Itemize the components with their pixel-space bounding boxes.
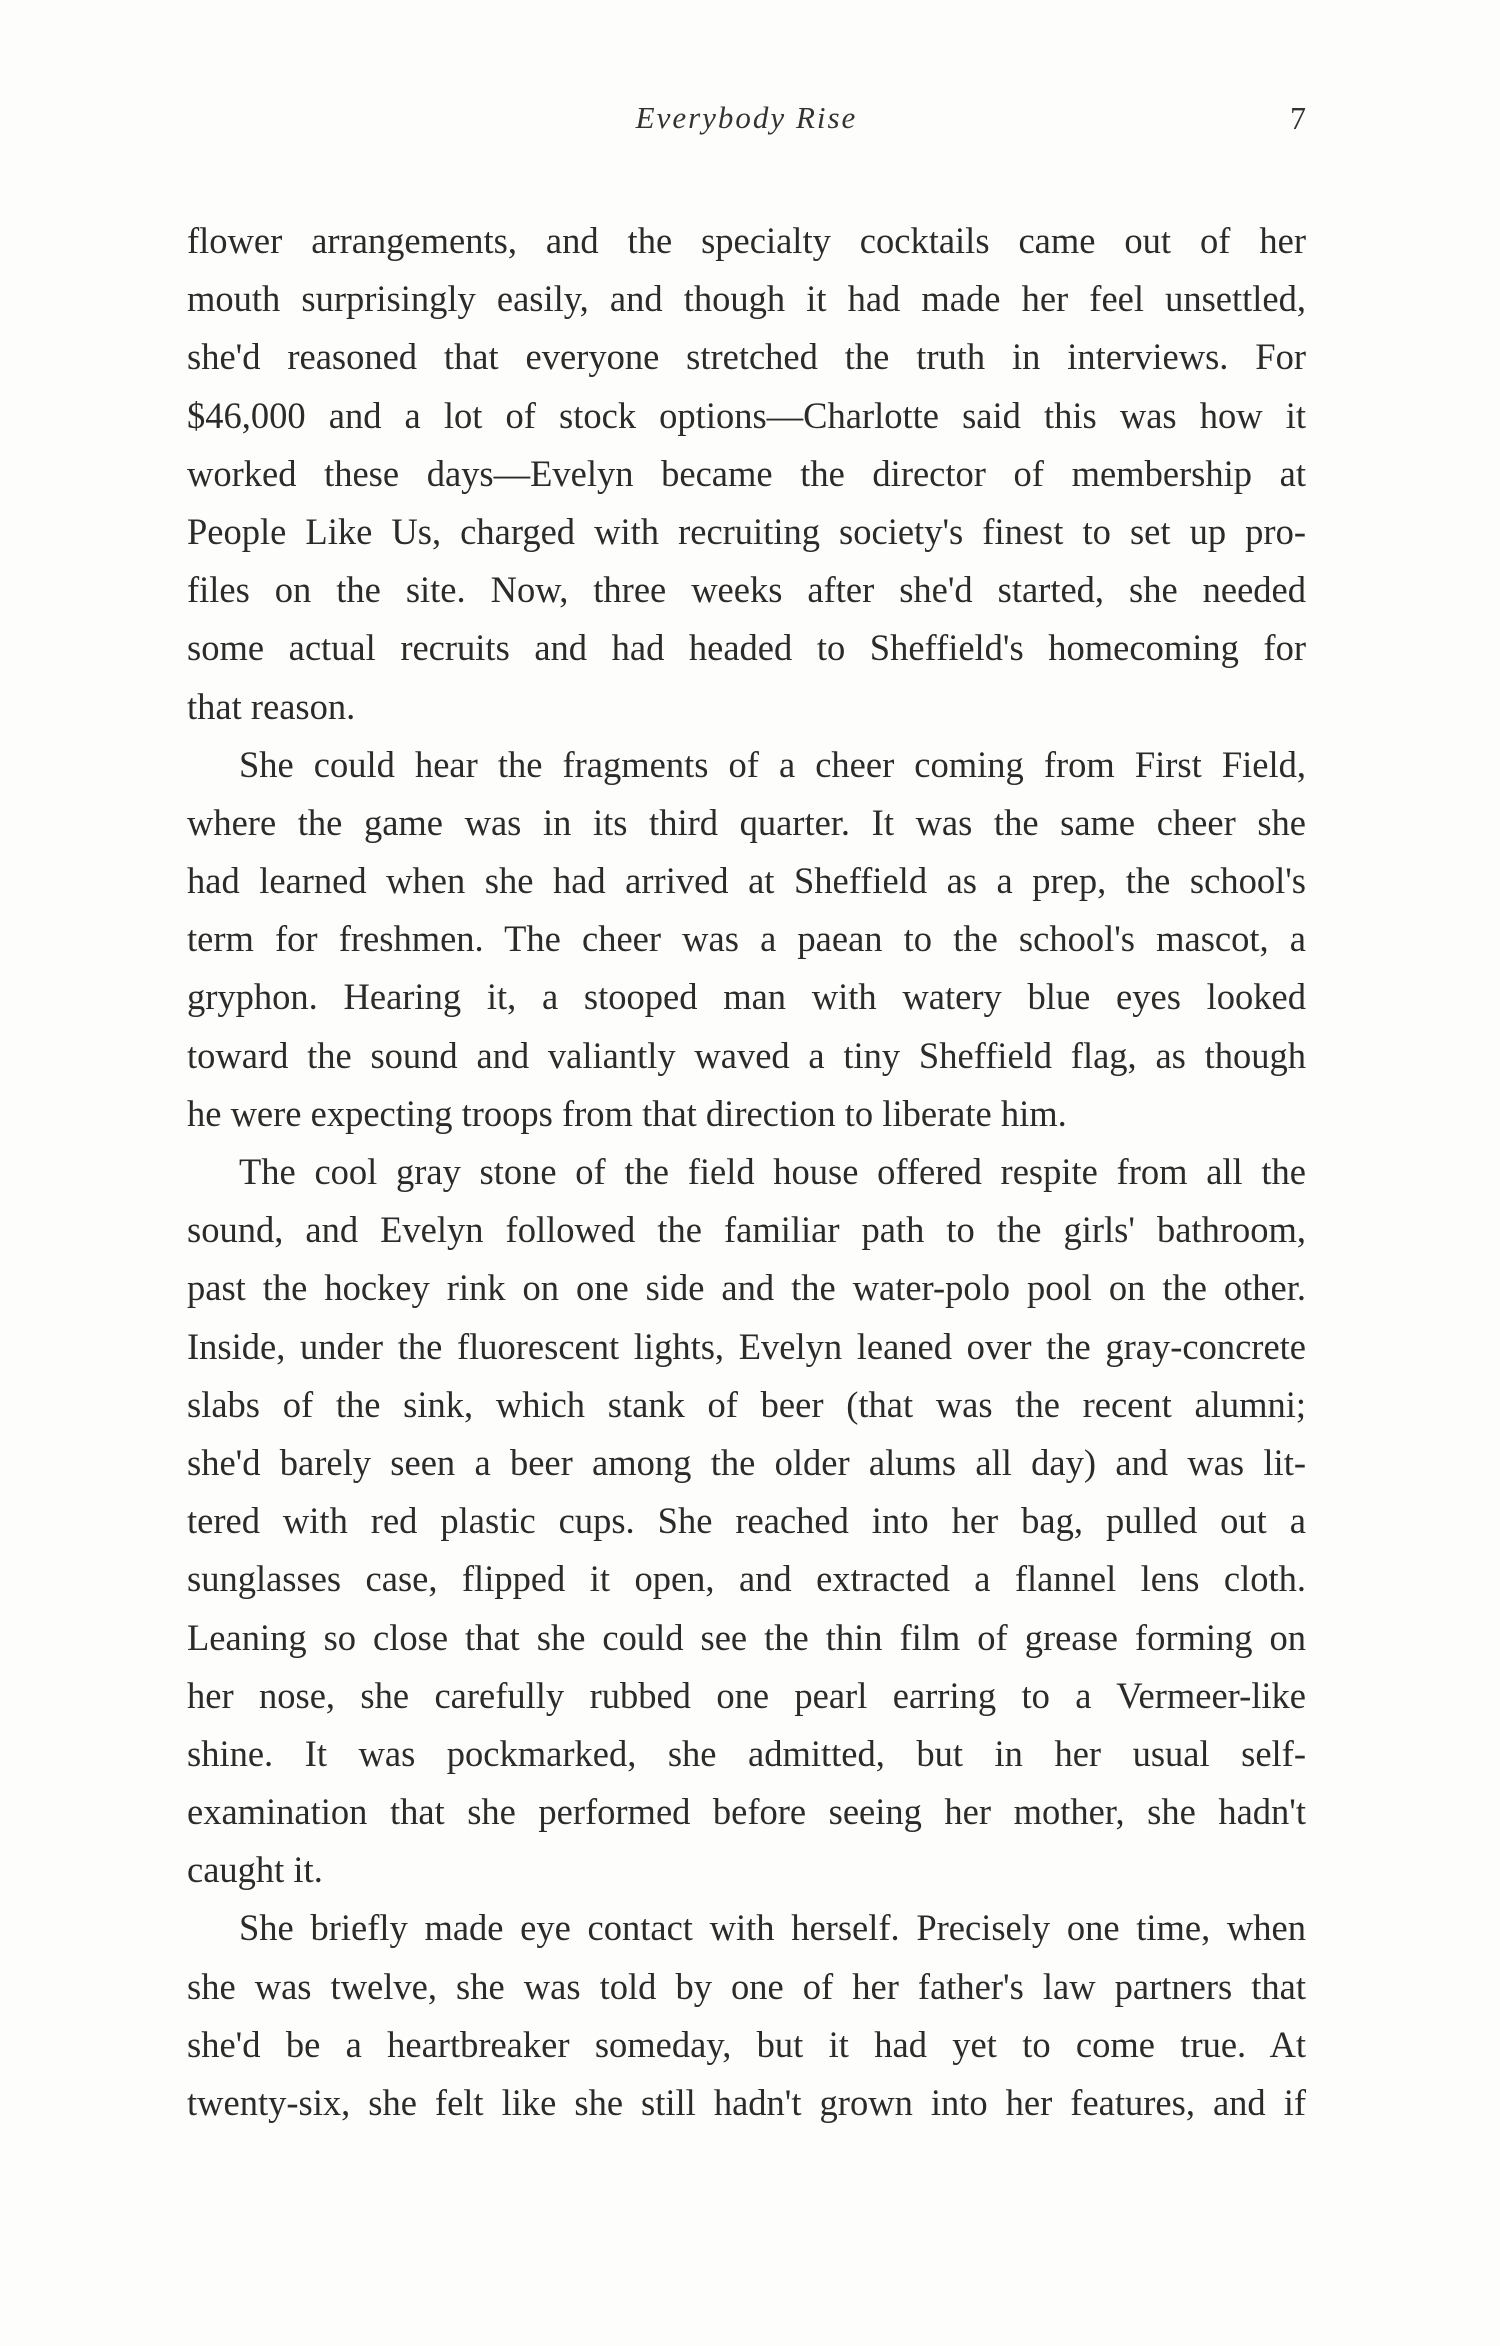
text-line: Leaning so close that she could see the thin film of grease forming on (187, 1616, 1306, 1658)
text-line: he were expecting troops from that direction to liberate him. (187, 1092, 1067, 1134)
text-line: People Like Us, charged with recruiting society's finest to set up pro- (187, 510, 1306, 552)
text-line: flower arrangements, and the specialty cocktails came out of her (187, 220, 1306, 261)
text-line: that reason. (187, 685, 356, 727)
text-line: shine. It was pockmarked, she admitted, but in her usual self- (187, 1732, 1306, 1774)
text-line: examination that she performed before seeing her mother, she hadn't (187, 1791, 1306, 1833)
text-line: files on the site. Now, three weeks after she'd started, she needed (187, 569, 1306, 611)
text-line: She could hear the fragments of a cheer coming from First Field, (239, 743, 1306, 785)
text-line: mouth surprisingly easily, and though it had made her feel unsettled, (187, 278, 1306, 320)
text-line: sound, and Evelyn followed the familiar path to the girls' bathroom, (187, 1209, 1306, 1251)
text-line: twenty-six, she felt like she still hadn't grown into her features, and if (187, 2082, 1306, 2123)
text-line: some actual recruits and had headed to Sheffield's homecoming for (187, 627, 1306, 669)
body-text (187, 212, 1306, 2132)
text-line: The cool gray stone of the field house offered respite from all the (239, 1151, 1306, 1192)
text-line: she'd reasoned that everyone stretched the truth in interviews. For (187, 336, 1306, 378)
text-line: where the game was in its third quarter. It was the same cheer she (187, 801, 1306, 843)
text-line: worked these days—Evelyn became the director of membership at (187, 452, 1306, 494)
text-line: slabs of the sink, which stank of beer (that was the recent alumni; (187, 1383, 1306, 1425)
text-line: she'd barely seen a beer among the older alums all day) and was lit- (187, 1441, 1306, 1483)
running-title: Everybody Rise (635, 100, 858, 135)
running-head (187, 100, 1306, 150)
text-line: sunglasses case, flipped it open, and extracted a flannel lens cloth. (187, 1558, 1306, 1600)
text-line: had learned when she had arrived at Sheffield as a prep, the school's (187, 860, 1306, 902)
text-line: she was twelve, she was told by one of her father's law partners that (187, 1965, 1306, 2007)
page-number: 7 (1290, 100, 1306, 136)
text-line: tered with red plastic cups. She reached into her bag, pulled out a (187, 1500, 1306, 1542)
text-line: term for freshmen. The cheer was a paean to the school's mascot, a (187, 918, 1306, 960)
text-line: her nose, she carefully rubbed one pearl earring to a Vermeer-like (187, 1674, 1306, 1716)
text-line: $46,000 and a lot of stock options—Charlotte said this was how it (187, 394, 1306, 436)
text-line: caught it. (187, 1849, 323, 1891)
text-line: She briefly made eye contact with herself. Precisely one time, when (239, 1907, 1306, 1949)
text-line: she'd be a heartbreaker someday, but it had yet to come true. At (187, 2023, 1306, 2065)
text-line: gryphon. Hearing it, a stooped man with watery blue eyes looked (187, 976, 1306, 1018)
text-line: toward the sound and valiantly waved a tiny Sheffield flag, as though (187, 1034, 1306, 1076)
text-line: past the hockey rink on one side and the water-polo pool on the other. (187, 1267, 1306, 1309)
text-line: Inside, under the fluorescent lights, Evelyn leaned over the gray-concrete (187, 1325, 1306, 1367)
